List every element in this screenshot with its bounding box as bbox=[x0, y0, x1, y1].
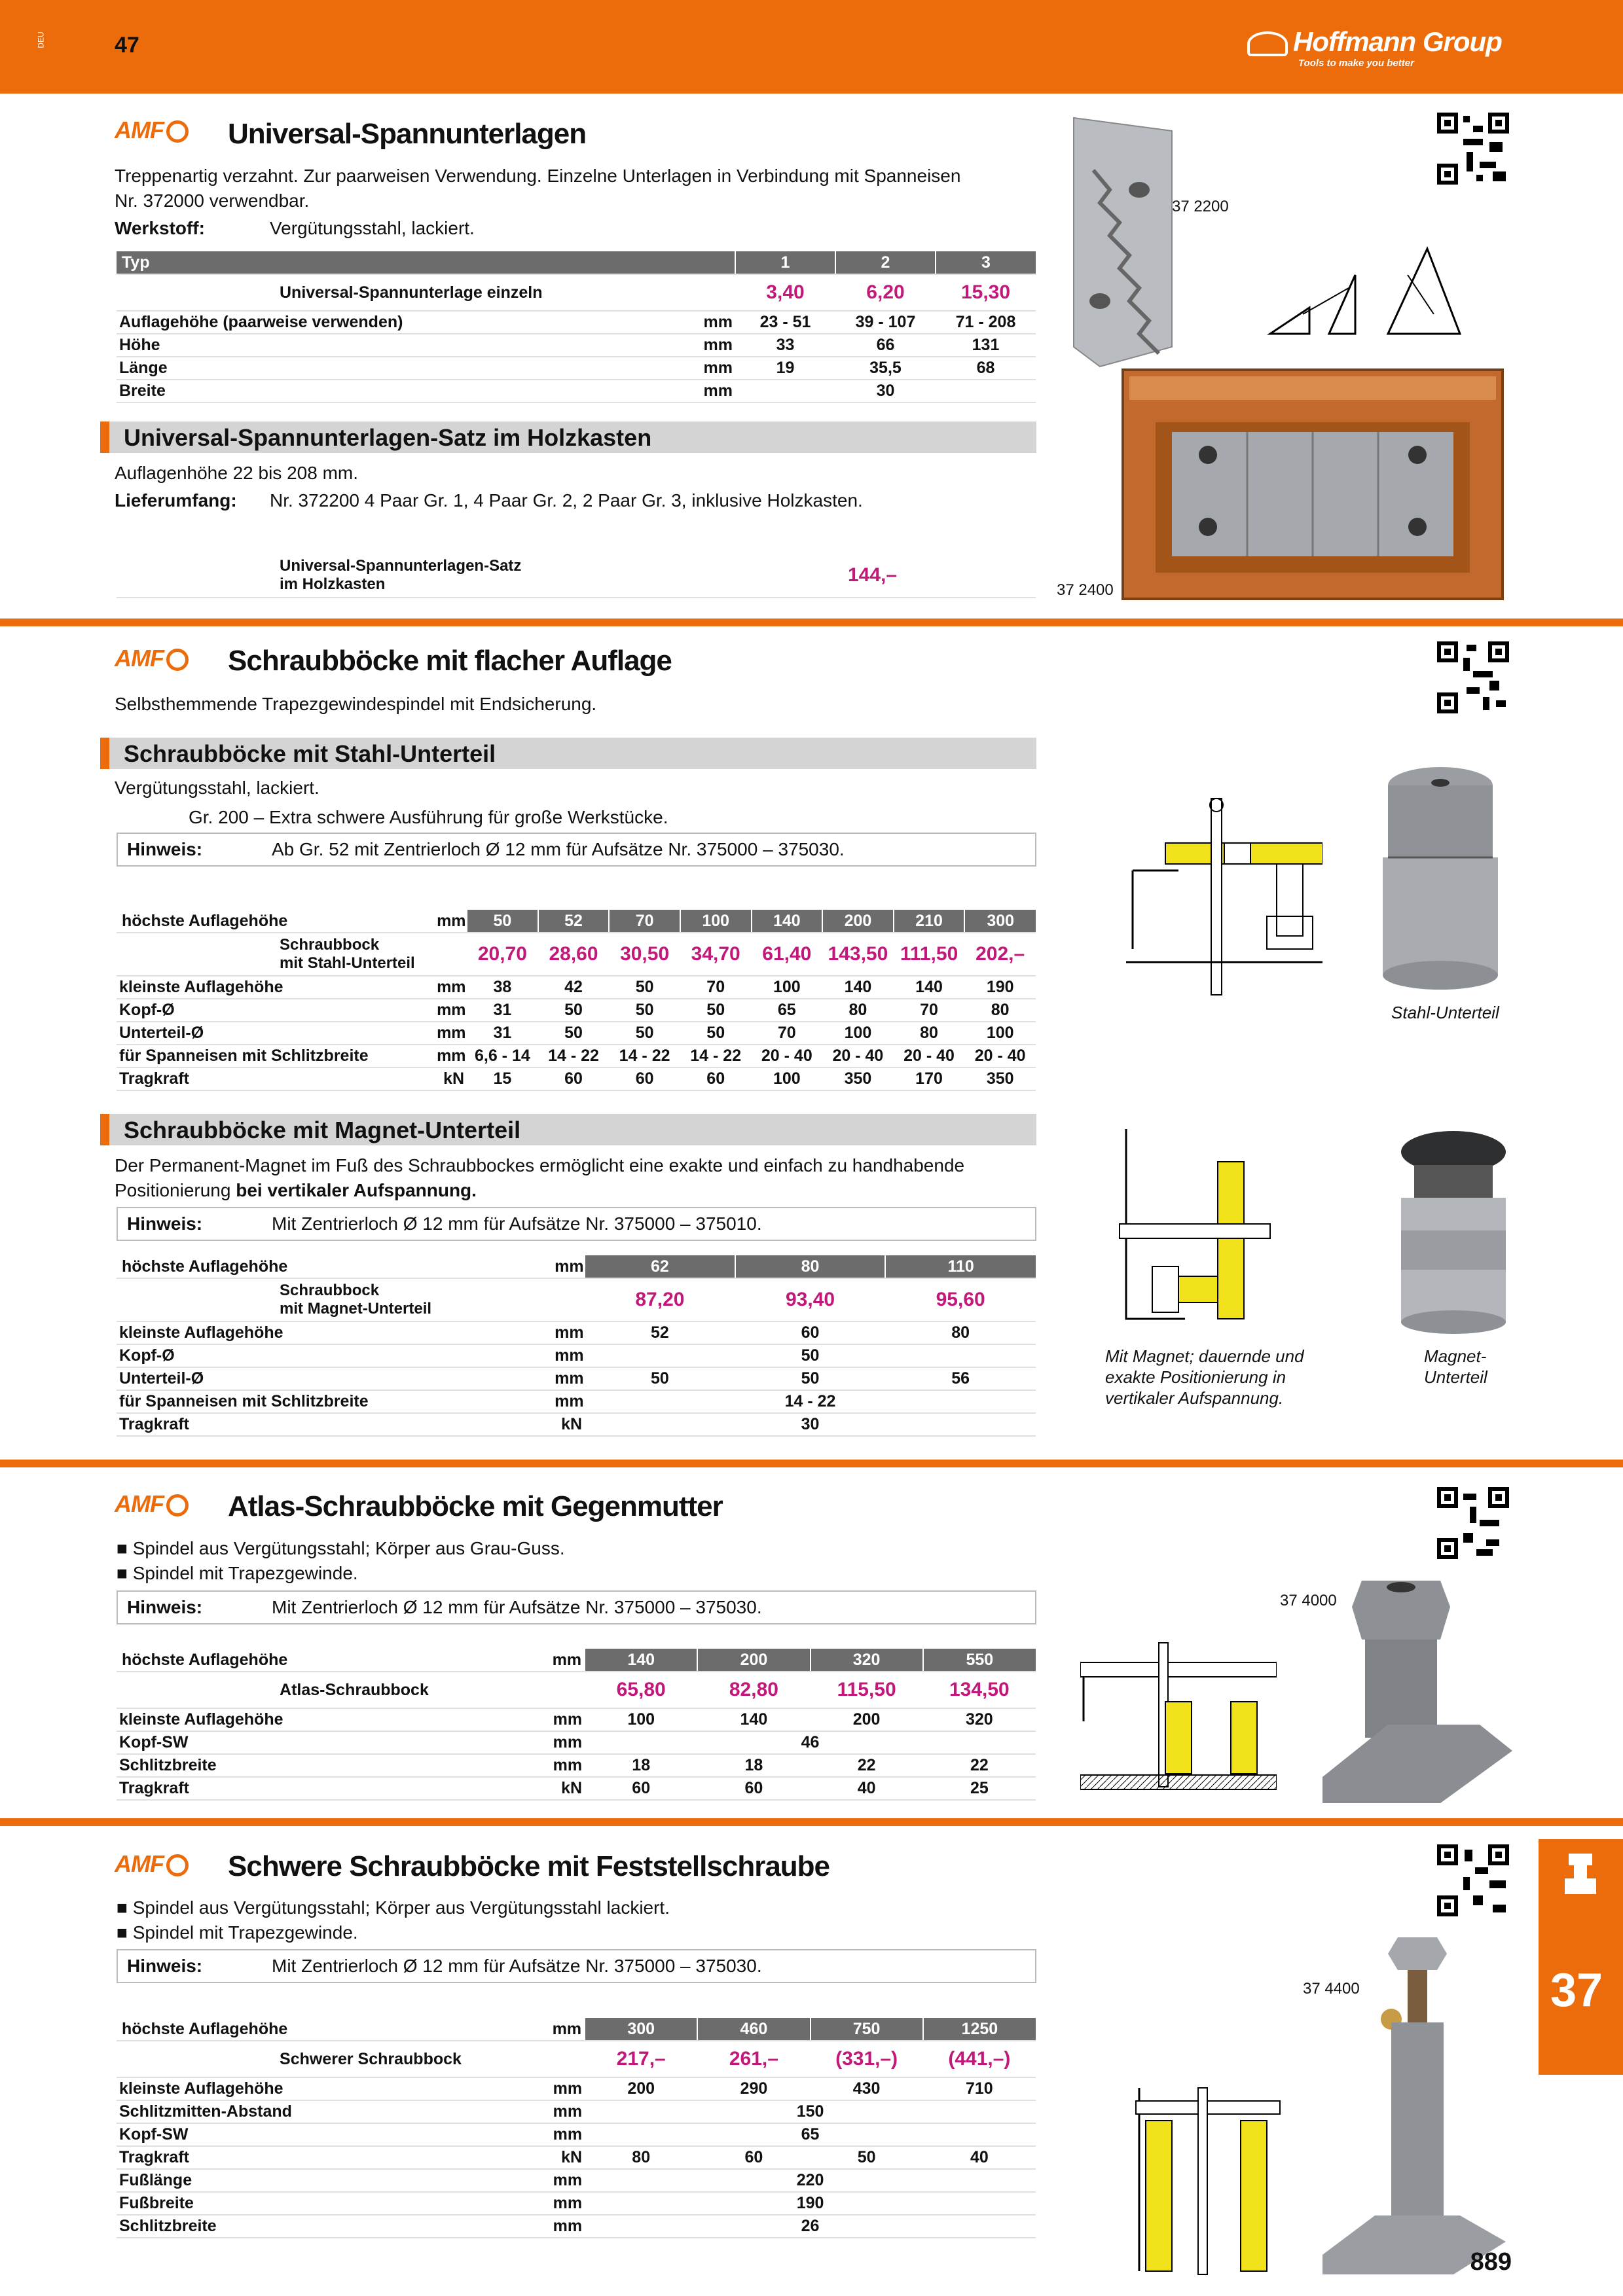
table-row: kleinste Auflagehöhe mm 38 42 50 70 100 140 140 190 bbox=[117, 976, 1036, 999]
caption: Mit Magnet; dauernde und bbox=[1105, 1346, 1304, 1366]
chapter-tab bbox=[1539, 1839, 1623, 2075]
schwer-diagram bbox=[1133, 2062, 1283, 2278]
lieferumfang-value: Nr. 372200 4 Paar Gr. 1, 4 Paar Gr. 2, 2 Paar Gr. 3, inklusive Holzkasten. bbox=[270, 490, 863, 511]
qr-code-icon bbox=[1437, 1487, 1509, 1559]
stahl-diagram bbox=[1126, 792, 1322, 1008]
caption: vertikaler Aufspannung. bbox=[1105, 1388, 1284, 1408]
bullet-icon: ■ bbox=[117, 1538, 133, 1558]
image-label: 37 2400 bbox=[1057, 581, 1114, 599]
description: Treppenartig verzahnt. Zur paarweisen Verwendung. Einzelne Unterlagen in Verbindung mit Spanneisen bbox=[115, 166, 961, 186]
table-row: kleinste Auflagehöhe mm 52 60 80 bbox=[117, 1321, 1036, 1344]
section-title: Universal-Spannunterlagen bbox=[228, 118, 587, 150]
brand-logo bbox=[1247, 26, 1502, 69]
section-title: Schwere Schraubböcke mit Feststellschraube bbox=[228, 1850, 830, 1882]
bullet-item: ■ Spindel mit Trapezgewinde. bbox=[117, 1563, 358, 1583]
subsection-header: Schraubböcke mit Magnet-Unterteil bbox=[100, 1114, 1036, 1145]
price: 6,20 bbox=[835, 274, 936, 311]
footer-page-number: 889 bbox=[1470, 2248, 1512, 2276]
table-row: Schlitzbreite mm 18 18 22 22 bbox=[117, 1754, 1036, 1777]
screw-jack-icon bbox=[1559, 1851, 1601, 1897]
hinweis-box: Hinweis: Mit Zentrierloch Ø 12 mm für Aufsätze Nr. 375000 – 375010. bbox=[117, 1207, 1036, 1241]
spannunterlage-image bbox=[1061, 111, 1185, 373]
col-head: 3 bbox=[936, 251, 1036, 274]
amf-ring-icon bbox=[166, 649, 189, 671]
table-row: Kopf-SW mm 46 bbox=[117, 1731, 1036, 1754]
bullet-item: ■ Spindel aus Vergütungsstahl; Körper aus Grau-Guss. bbox=[117, 1538, 565, 1558]
bullet-icon: ■ bbox=[117, 1563, 133, 1583]
table-row: Unterteil-Ø mm 31 50 50 50 70 100 80 100 bbox=[117, 1022, 1036, 1045]
page-number: 47 bbox=[115, 33, 139, 58]
description: Selbsthemmende Trapezgewindespindel mit Endsicherung. bbox=[115, 694, 597, 714]
bullet-icon: ■ bbox=[117, 1922, 133, 1943]
section-divider bbox=[0, 1460, 1623, 1467]
article-name: Atlas-Schraubbock bbox=[277, 1672, 585, 1708]
qr-code-icon bbox=[1437, 641, 1509, 713]
language-code: DEU bbox=[36, 31, 46, 48]
holzkasten-image bbox=[1116, 363, 1509, 605]
amf-logo: AMF bbox=[115, 1490, 213, 1516]
price: 144,– bbox=[709, 553, 1036, 598]
table-row: Unterteil-Ø mm 50 50 56 bbox=[117, 1367, 1036, 1390]
table-row: Schlitzmitten-Abstand mm 150 bbox=[117, 2100, 1036, 2123]
article-name: Universal-Spannunterlagen-Satz im Holzkasten bbox=[277, 553, 709, 598]
schwerer-schraubbock-image bbox=[1316, 1928, 1512, 2274]
hinweis-box: Hinweis: Mit Zentrierloch Ø 12 mm für Aufsätze Nr. 375000 – 375030. bbox=[117, 1949, 1036, 1983]
price: 15,30 bbox=[936, 274, 1036, 311]
description: Positionierung bei vertikaler Aufspannung. bbox=[115, 1180, 477, 1200]
table-row: Tragkraft kN 60 60 40 25 bbox=[117, 1777, 1036, 1800]
image-label: 37 4400 bbox=[1303, 1980, 1360, 1998]
description: Vergütungsstahl, lackiert. bbox=[115, 778, 319, 798]
table-row: für Spanneisen mit Schlitzbreite mm 14 - 22 bbox=[117, 1390, 1036, 1413]
atlas-diagram bbox=[1080, 1623, 1277, 1793]
image-label: 37 4000 bbox=[1280, 1592, 1337, 1609]
table-row: Tragkraft kN 80 60 50 40 bbox=[117, 2146, 1036, 2169]
table-row: Tragkraft kN 15 60 60 60 100 350 170 350 bbox=[117, 1067, 1036, 1090]
lieferumfang-label: Lieferumfang: bbox=[115, 490, 237, 511]
table-row: kleinste Auflagehöhe mm 200 290 430 710 bbox=[117, 2077, 1036, 2100]
brand-name: Hoffmann Group bbox=[1293, 26, 1502, 57]
hinweis-box: Hinweis: Mit Zentrierloch Ø 12 mm für Aufsätze Nr. 375000 – 375030. bbox=[117, 1590, 1036, 1624]
product-table bbox=[117, 251, 1036, 403]
magnet-diagram bbox=[1113, 1122, 1277, 1332]
table-row: Kopf-Ø mm 31 50 50 50 65 80 70 80 bbox=[117, 999, 1036, 1022]
bullet-item: ■ Spindel mit Trapezgewinde. bbox=[117, 1922, 358, 1943]
amf-ring-icon bbox=[166, 120, 189, 143]
article-name: Schraubbock mit Magnet-Unterteil bbox=[277, 1278, 585, 1321]
product-table: höchste Auflagehöhe mm 300 460 750 1250 35A 37 4400 Schwerer Schraubbock 217,– 261,– (331,–) (441,–) kleinste Auflagehöhe mm 200 290 430 710 Schlitzmitten-Abstand mm 150 Kopf-SW mm 65 Tragkraft kN 80 60 50 40 Fußlänge mm 220 Fußbreite mm 190 Schlitzbreite mm 26 bbox=[117, 2018, 1036, 2238]
caption: exakte Positionierung in bbox=[1105, 1367, 1286, 1387]
caption: Stahl-Unterteil bbox=[1391, 1003, 1499, 1022]
magnet-unterteil-image bbox=[1388, 1126, 1519, 1335]
logo-icon bbox=[1247, 31, 1288, 56]
article-number: 35A 37 2400 bbox=[117, 553, 277, 598]
table-row: Kopf-Ø mm 50 bbox=[117, 1344, 1036, 1367]
stepblock-diagram bbox=[1264, 236, 1480, 340]
table-row: für Spanneisen mit Schlitzbreite mm 6,6 - 14 14 - 22 14 - 22 14 - 22 20 - 40 20 - 40 20 - 40 20 - 40 bbox=[117, 1045, 1036, 1067]
note: Gr. 200 – Extra schwere Ausführung für große Werkstücke. bbox=[189, 807, 668, 827]
bullet-icon: ■ bbox=[117, 1897, 133, 1918]
article-number: 35A 37 4000 bbox=[117, 1672, 277, 1708]
article-number: 35A 37 3550 bbox=[117, 1278, 277, 1321]
table-row: Kopf-SW mm 65 bbox=[117, 2123, 1036, 2146]
table-row: Länge mm 19 35,5 68 bbox=[117, 357, 1036, 380]
qr-code-icon bbox=[1437, 1844, 1509, 1916]
subsection-header: Schraubböcke mit Stahl-Unterteil bbox=[100, 738, 1036, 769]
image-label: 37 2200 bbox=[1172, 198, 1229, 215]
description: Nr. 372000 verwendbar. bbox=[115, 190, 310, 211]
subsection-header: Universal-Spannunterlagen-Satz im Holzkasten bbox=[100, 422, 1036, 453]
amf-logo: AMF bbox=[115, 117, 213, 143]
product-table: höchste Auflagehöhe mm 50 52 70 100 140 200 210 300 35A 37 3500 Schraubbock mit Stahl-Unterteil 20,70 28,60 30,50 34,70 61,40 143,50 111,50 202,– kleinste Auflagehöhe mm 38 42 50 70 100 140 140 190 Kopf-Ø mm 31 50 50 50 65 80 70 80 Unterteil-Ø mm 31 50 50 50 70 100 80 100 für Spanneisen mit Schlitzbreite mm 6,6 - 14 14 - 22 14 - 22 14 - 22 20 - 40 20 - 40 20 - 40 20 - 40 Tragkraft kN 15 60 60 60 100 350 170 350 bbox=[117, 910, 1036, 1091]
bullet-item: ■ Spindel aus Vergütungsstahl; Körper aus Vergütungsstahl lackiert. bbox=[117, 1897, 670, 1918]
product-table: höchste Auflagehöhe mm 140 200 320 550 35A 37 4000 Atlas-Schraubbock 65,80 82,80 115,50 134,50 kleinste Auflagehöhe mm 100 140 200 320 Kopf-SW mm 46 Schlitzbreite mm 18 18 22 22 Tragkraft kN 60 60 40 25 bbox=[117, 1649, 1036, 1801]
caption: Magnet- bbox=[1424, 1346, 1487, 1366]
section-title: Atlas-Schraubböcke mit Gegenmutter bbox=[228, 1490, 723, 1522]
chapter-number: 37 bbox=[1550, 1964, 1603, 2017]
brand-tagline: Tools to make you better bbox=[1298, 58, 1414, 69]
table-row: Auflagehöhe (paarweise verwenden) mm 23 - 51 39 - 107 71 - 208 bbox=[117, 311, 1036, 334]
section-divider bbox=[0, 619, 1623, 626]
col-head: 1 bbox=[735, 251, 835, 274]
price: 3,40 bbox=[735, 274, 835, 311]
article-name: Schwerer Schraubbock bbox=[277, 2041, 585, 2077]
amf-ring-icon bbox=[166, 1494, 189, 1516]
section-title: Schraubböcke mit flacher Auflage bbox=[228, 645, 672, 677]
stahl-unterteil-image bbox=[1375, 759, 1506, 995]
article-name: Universal-Spannunterlage einzeln bbox=[277, 274, 735, 311]
article-number: 35A 37 4400 bbox=[117, 2041, 277, 2077]
set-description: Auflagenhöhe 22 bis 208 mm. bbox=[115, 463, 359, 483]
hinweis-box: Hinweis: Ab Gr. 52 mit Zentrierloch Ø 12 mm für Aufsätze Nr. 375000 – 375030. bbox=[117, 833, 1036, 867]
table-row: Fußbreite mm 190 bbox=[117, 2192, 1036, 2215]
article-number: 35A 37 3500 bbox=[117, 933, 277, 976]
amf-logo: AMF bbox=[115, 1850, 213, 1876]
product-table: höchste Auflagehöhe mm 62 80 110 35A 37 3550 Schraubbock mit Magnet-Unterteil 87,20 93,40 95,60 kleinste Auflagehöhe mm 52 60 80 Kopf-Ø mm 50 Unterteil-Ø mm 50 50 56 für Spanneisen mit Schlitzbreite mm 14 - 22 Tragkraft kN 30 bbox=[117, 1255, 1036, 1437]
table-row: Breite mm 30 bbox=[117, 380, 1036, 403]
atlas-schraubbock-image bbox=[1309, 1568, 1512, 1816]
table-row: Tragkraft kN 30 bbox=[117, 1413, 1036, 1436]
table-row: Fußlänge mm 220 bbox=[117, 2169, 1036, 2192]
section-divider bbox=[0, 1818, 1623, 1826]
table-row: Höhe mm 33 66 131 bbox=[117, 334, 1036, 357]
set-table bbox=[117, 553, 1036, 598]
table-row: Schlitzbreite mm 26 bbox=[117, 2215, 1036, 2238]
article-number: 35A 37 2200 bbox=[117, 274, 277, 311]
amf-logo: AMF bbox=[115, 645, 213, 671]
description: Der Permanent-Magnet im Fuß des Schraubbockes ermöglicht eine exakte und einfach zu handhabende bbox=[115, 1155, 965, 1175]
werkstoff-label: Werkstoff: bbox=[115, 218, 205, 238]
col-head: 2 bbox=[835, 251, 936, 274]
caption: Unterteil bbox=[1424, 1367, 1487, 1387]
amf-ring-icon bbox=[166, 1854, 189, 1876]
table-head: Typ bbox=[117, 251, 735, 274]
article-name: Schraubbock mit Stahl-Unterteil bbox=[277, 933, 467, 976]
table-row: kleinste Auflagehöhe mm 100 140 200 320 bbox=[117, 1708, 1036, 1731]
qr-code-icon bbox=[1437, 113, 1509, 185]
werkstoff-value: Vergütungsstahl, lackiert. bbox=[270, 218, 475, 238]
